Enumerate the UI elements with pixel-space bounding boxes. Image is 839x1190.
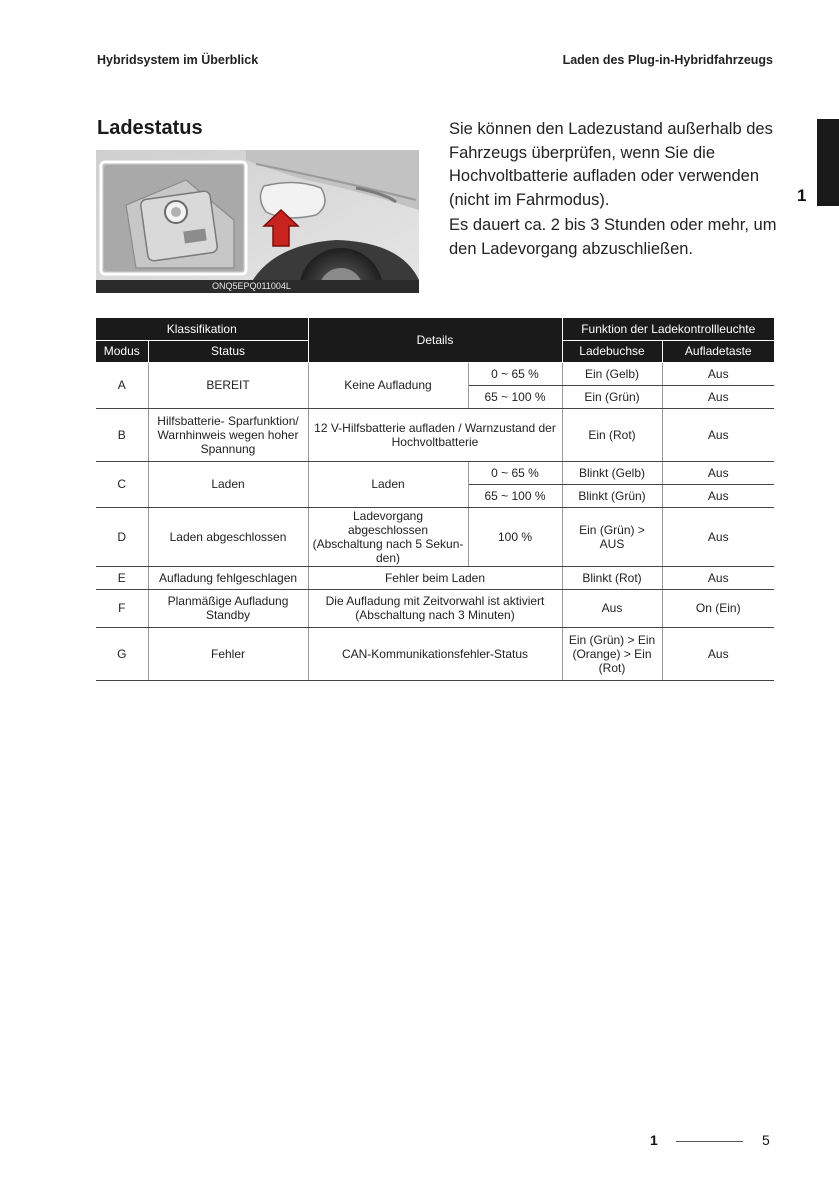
cell-aufladetaste: Aus xyxy=(662,385,774,408)
cell-aufladetaste: Aus xyxy=(662,484,774,507)
cell-details: Laden xyxy=(308,461,468,507)
header-left-title: Hybridsystem im Überblick xyxy=(97,53,259,67)
figure-caption: ONQ5EPQ011004L xyxy=(96,280,419,293)
cell-ladebuchse: Ein (Grün) xyxy=(562,385,662,408)
cell-aufladetaste: Aus xyxy=(662,566,774,589)
col-header-klassifikation: Klassifikation xyxy=(96,318,308,340)
cell-range: 65 ~ 100 % xyxy=(468,484,562,507)
cell-modus: B xyxy=(96,408,148,461)
table-row xyxy=(96,507,774,566)
cell-details: Die Aufladung mit Zeitvorwahl ist aktiviert (Abschaltung nach 3 Minuten) xyxy=(308,589,562,627)
footer-chapter-number: 1 xyxy=(650,1132,658,1148)
cell-details: Ladevorgang abgeschlossen (Abschaltung nach 5 Sekun-den) xyxy=(308,507,468,566)
cell-status: Laden xyxy=(148,461,308,507)
table-row xyxy=(96,408,774,461)
table-row xyxy=(96,589,774,627)
cell-aufladetaste: Aus xyxy=(662,362,774,385)
cell-ladebuchse: Blinkt (Grün) xyxy=(562,484,662,507)
cell-ladebuchse: Blinkt (Rot) xyxy=(562,566,662,589)
table-row xyxy=(96,627,774,680)
cell-ladebuchse: Aus xyxy=(562,589,662,627)
cell-ladebuchse: Ein (Gelb) xyxy=(562,362,662,385)
col-header-ladebuchse: Ladebuchse xyxy=(562,340,662,362)
cell-aufladetaste: Aus xyxy=(662,408,774,461)
cell-modus: A xyxy=(96,362,148,408)
cell-status: Fehler xyxy=(148,627,308,680)
cell-range: 0 ~ 65 % xyxy=(468,362,562,385)
cell-details: Keine Aufladung xyxy=(308,362,468,408)
header-right-title: Laden des Plug-in-Hybridfahrzeugs xyxy=(562,53,773,67)
cell-details: Fehler beim Laden xyxy=(308,566,562,589)
col-header-funktion: Funktion der Ladekontrollleuchte xyxy=(562,318,774,340)
cell-ladebuchse: Ein (Grün) > Ein (Orange) > Ein (Rot) xyxy=(562,627,662,680)
intro-paragraph-1: Sie können den Ladezustand außerhalb des Fahrzeugs überprüfen, wenn Sie die Hochvoltbatterie aufladen oder verwenden (nicht im Fahrmodus). xyxy=(449,120,773,209)
cell-modus: D xyxy=(96,507,148,566)
cell-status: Laden abgeschlossen xyxy=(148,507,308,566)
cell-aufladetaste: On (Ein) xyxy=(662,589,774,627)
col-header-details: Details xyxy=(308,318,562,362)
cell-details: 12 V-Hilfsbatterie aufladen / Warnzustand der Hochvoltbatterie xyxy=(308,408,562,461)
cell-range: 100 % xyxy=(468,507,562,566)
cell-status: BEREIT xyxy=(148,362,308,408)
cell-ladebuchse: Ein (Rot) xyxy=(562,408,662,461)
cell-ladebuchse: Ein (Grün) > AUS xyxy=(562,507,662,566)
cell-modus: G xyxy=(96,627,148,680)
charging-port-figure xyxy=(96,150,419,293)
cell-ladebuchse: Blinkt (Gelb) xyxy=(562,461,662,484)
section-title: Ladestatus xyxy=(97,117,203,139)
cell-aufladetaste: Aus xyxy=(662,461,774,484)
table-row xyxy=(96,362,774,385)
table-row xyxy=(96,461,774,484)
cell-modus: F xyxy=(96,589,148,627)
cell-details: CAN-Kommunikationsfehler-Status xyxy=(308,627,562,680)
cell-aufladetaste: Aus xyxy=(662,627,774,680)
col-header-modus: Modus xyxy=(96,340,148,362)
charging-port-illustration-icon xyxy=(96,150,419,293)
charging-status-table xyxy=(96,318,774,681)
cell-aufladetaste: Aus xyxy=(662,507,774,566)
footer-divider xyxy=(676,1141,743,1142)
chapter-side-number: 1 xyxy=(797,186,807,205)
col-header-status: Status xyxy=(148,340,308,362)
table-row xyxy=(96,566,774,589)
intro-text xyxy=(449,118,779,263)
cell-range: 65 ~ 100 % xyxy=(468,385,562,408)
cell-status: Hilfsbatterie- Sparfunktion/ Warnhinweis wegen hoher Spannung xyxy=(148,408,308,461)
cell-modus: C xyxy=(96,461,148,507)
cell-status: Aufladung fehlgeschlagen xyxy=(148,566,308,589)
col-header-aufladetaste: Aufladetaste xyxy=(662,340,774,362)
footer-page-number: 5 xyxy=(762,1132,770,1148)
cell-status: Planmäßige Aufladung Standby xyxy=(148,589,308,627)
cell-modus: E xyxy=(96,566,148,589)
intro-paragraph-2: Es dauert ca. 2 bis 3 Stunden oder mehr, um den Ladevorgang abzuschließen. xyxy=(449,216,777,258)
cell-range: 0 ~ 65 % xyxy=(468,461,562,484)
chapter-side-tab xyxy=(817,119,839,206)
